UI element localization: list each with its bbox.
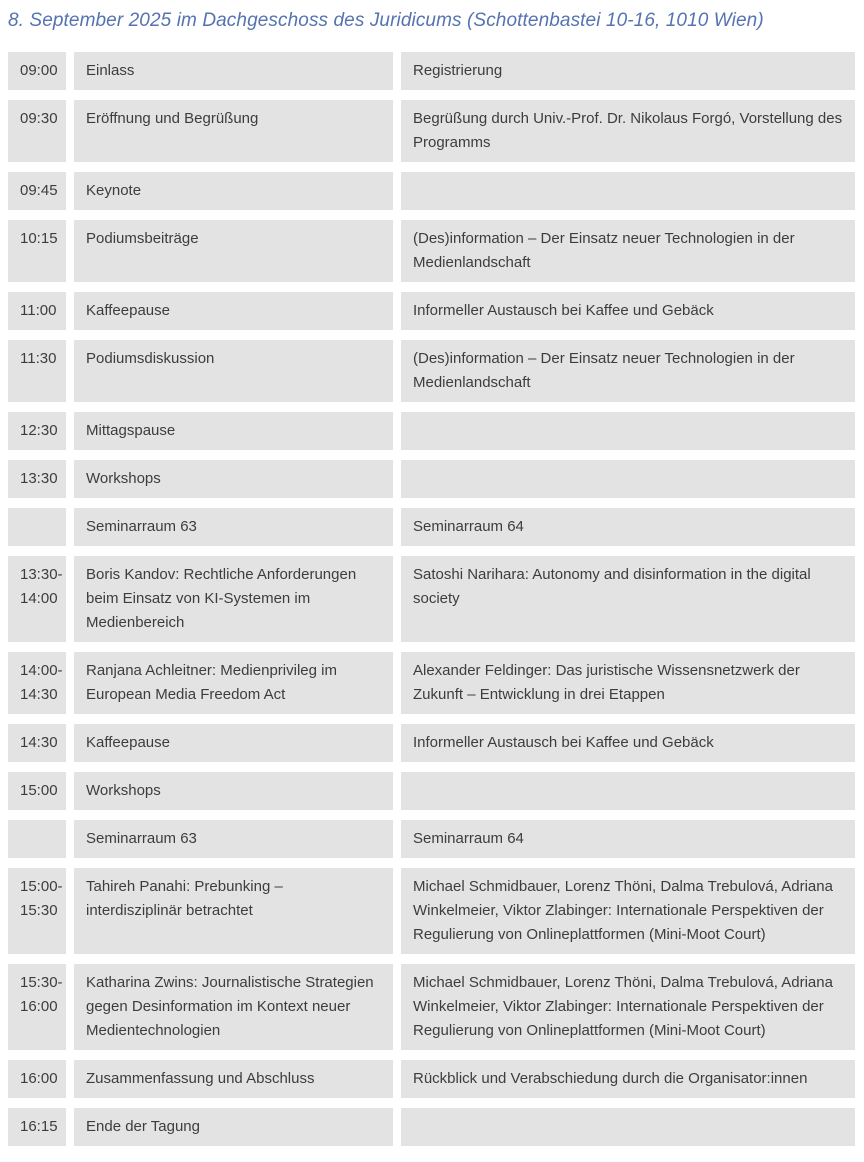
time-cell: 16:15 <box>8 1108 66 1146</box>
description-cell: Seminarraum 64 <box>401 508 855 546</box>
schedule-row <box>8 100 855 162</box>
description-cell: Rückblick und Verabschiedung durch die Organisator:innen <box>401 1060 855 1098</box>
schedule-row <box>8 508 855 546</box>
session-cell: Kaffeepause <box>74 724 393 762</box>
session-cell: Einlass <box>74 52 393 90</box>
time-cell: 15:00 <box>8 772 66 810</box>
schedule-row <box>8 724 855 762</box>
session-cell: Eröffnung und Begrüßung <box>74 100 393 162</box>
time-cell: 14:30 <box>8 724 66 762</box>
description-cell: Seminarraum 64 <box>401 820 855 858</box>
description-cell: Michael Schmidbauer, Lorenz Thöni, Dalma Trebulová, Adriana Winkelmeier, Viktor Zlabinger: Internationale Perspektiven der Regulierung von Onlineplattformen (Mini-Moot Court) <box>401 964 855 1050</box>
time-cell: 11:00 <box>8 292 66 330</box>
description-cell: Satoshi Narihara: Autonomy and disinformation in the digital society <box>401 556 855 642</box>
time-cell: 09:45 <box>8 172 66 210</box>
description-cell <box>401 1108 855 1146</box>
time-cell <box>8 508 66 546</box>
schedule-row <box>8 52 855 90</box>
time-cell: 16:00 <box>8 1060 66 1098</box>
session-cell: Podiumsbeiträge <box>74 220 393 282</box>
time-cell: 13:30-14:00 <box>8 556 66 642</box>
schedule-row <box>8 460 855 498</box>
description-cell: (Des)information – Der Einsatz neuer Technologien in der Medienlandschaft <box>401 340 855 402</box>
session-cell: Workshops <box>74 460 393 498</box>
schedule-row <box>8 772 855 810</box>
page-title: 8. September 2025 im Dachgeschoss des Juridicums (Schottenbastei 10-16, 1010 Wien) <box>8 10 764 31</box>
description-cell <box>401 772 855 810</box>
time-cell: 15:00-15:30 <box>8 868 66 954</box>
description-cell: Begrüßung durch Univ.-Prof. Dr. Nikolaus Forgó, Vorstellung des Programms <box>401 100 855 162</box>
session-cell: Keynote <box>74 172 393 210</box>
time-cell: 12:30 <box>8 412 66 450</box>
schedule-row <box>8 340 855 402</box>
time-cell: 11:30 <box>8 340 66 402</box>
session-cell: Kaffeepause <box>74 292 393 330</box>
session-cell: Tahireh Panahi: Prebunking – interdisziplinär betrachtet <box>74 868 393 954</box>
time-cell: 14:00-14:30 <box>8 652 66 714</box>
schedule-row <box>8 868 855 954</box>
session-cell: Ende der Tagung <box>74 1108 393 1146</box>
session-cell: Boris Kandov: Rechtliche Anforderungen beim Einsatz von KI-Systemen im Medienbereich <box>74 556 393 642</box>
schedule-row <box>8 820 855 858</box>
description-cell <box>401 412 855 450</box>
schedule-row <box>8 220 855 282</box>
time-cell: 10:15 <box>8 220 66 282</box>
schedule-row <box>8 964 855 1050</box>
schedule-row <box>8 652 855 714</box>
description-cell: (Des)information – Der Einsatz neuer Technologien in der Medienlandschaft <box>401 220 855 282</box>
time-cell: 09:30 <box>8 100 66 162</box>
session-cell: Katharina Zwins: Journalistische Strategien gegen Desinformation im Kontext neuer Medientechnologien <box>74 964 393 1050</box>
schedule-row <box>8 1060 855 1098</box>
description-cell <box>401 460 855 498</box>
session-cell: Seminarraum 63 <box>74 508 393 546</box>
time-cell <box>8 820 66 858</box>
time-cell: 09:00 <box>8 52 66 90</box>
session-cell: Ranjana Achleitner: Medienprivileg im European Media Freedom Act <box>74 652 393 714</box>
description-cell: Informeller Austausch bei Kaffee und Gebäck <box>401 292 855 330</box>
description-cell <box>401 172 855 210</box>
session-cell: Mittagspause <box>74 412 393 450</box>
session-cell: Workshops <box>74 772 393 810</box>
session-cell: Podiumsdiskussion <box>74 340 393 402</box>
description-cell: Informeller Austausch bei Kaffee und Gebäck <box>401 724 855 762</box>
schedule-row <box>8 172 855 210</box>
description-cell: Alexander Feldinger: Das juristische Wissensnetzwerk der Zukunft – Entwicklung in drei Etappen <box>401 652 855 714</box>
time-cell: 13:30 <box>8 460 66 498</box>
schedule-table <box>8 52 855 1146</box>
description-cell: Registrierung <box>401 52 855 90</box>
schedule-row <box>8 412 855 450</box>
session-cell: Seminarraum 63 <box>74 820 393 858</box>
schedule-row <box>8 292 855 330</box>
schedule-row <box>8 1108 855 1146</box>
schedule-row <box>8 556 855 642</box>
description-cell: Michael Schmidbauer, Lorenz Thöni, Dalma Trebulová, Adriana Winkelmeier, Viktor Zlabinger: Internationale Perspektiven der Regulierung von Onlineplattformen (Mini-Moot Court) <box>401 868 855 954</box>
session-cell: Zusammenfassung und Abschluss <box>74 1060 393 1098</box>
time-cell: 15:30-16:00 <box>8 964 66 1050</box>
